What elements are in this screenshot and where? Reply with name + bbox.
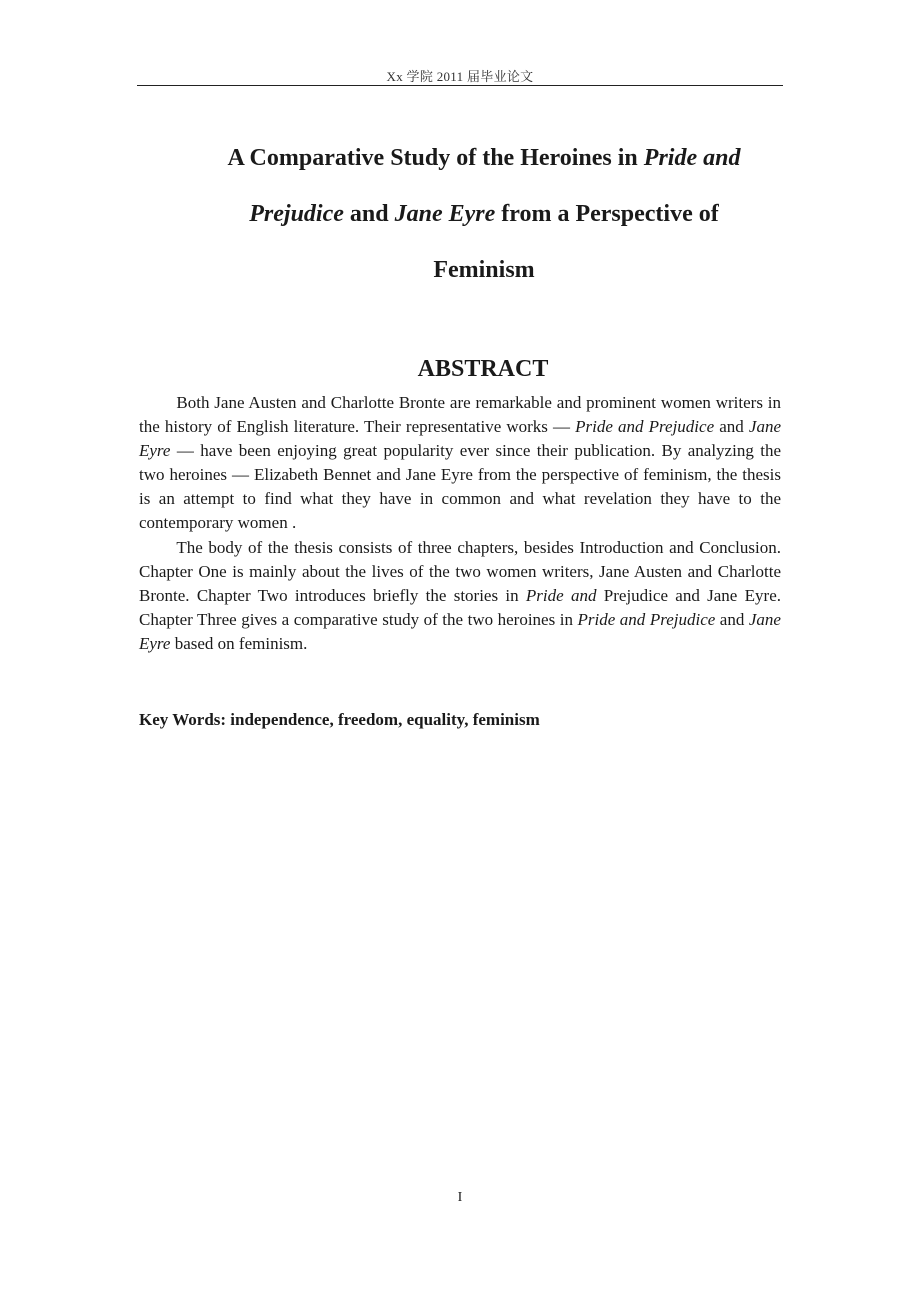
thesis-title: [200, 130, 768, 298]
title-line-3: Feminism: [433, 257, 535, 283]
page-number: I: [457, 1190, 463, 1205]
title-line-2-italic-1: Prejudice: [249, 201, 344, 227]
title-line-1-italic: Pride and: [643, 145, 741, 171]
p2-text-3: and: [715, 609, 749, 629]
p1-italic-1: Pride and Prejudice: [575, 417, 715, 437]
title-line-2-mid: and: [343, 201, 395, 227]
title-line-2-italic-2: Jane Eyre: [394, 201, 496, 227]
key-words: Key Words: independence, freedom, equality, feminism: [139, 710, 540, 729]
p2-italic-1: Pride and: [525, 585, 597, 605]
title-line-1: [200, 130, 768, 186]
running-header: Xx 学院 2011 届毕业论文: [386, 69, 534, 84]
p2-text-2: Prejudice and Jane Eyre. Chapter Three gives a comparative study of the two heroines in: [139, 585, 781, 629]
p1-text-2: and: [714, 417, 749, 437]
p2-text-1: The body of the thesis consists of three chapters, besides Introduction and Conclusion. Chapter One is mainly about the lives of the two women writers, Jane Austen and Charlotte Bronte. Chapter Two introduces briefly the stories in: [139, 537, 781, 605]
abstract-paragraph-1: [139, 391, 781, 536]
p2-italic-2: Pride and Prejudice: [577, 609, 716, 629]
p2-text-4: based on feminism.: [170, 633, 308, 653]
abstract-paragraph-2: [139, 536, 781, 656]
title-line-2: [200, 186, 768, 242]
p1-text-3: — have been enjoying great popularity ever since their publication. By analyzing the two heroines — Elizabeth Bennet and Jane Eyre from the perspective of feminism, the thesis is an attempt to find what they have in common and what revelation they have to the contemporary women .: [139, 441, 781, 533]
p1-text-1: Both Jane Austen and Charlotte Bronte are remarkable and prominent women writers in the history of English literature. Their representative works —: [139, 393, 781, 437]
p2-italic-3: Jane Eyre: [139, 609, 781, 653]
title-line-2-post: from a Perspective of: [495, 201, 719, 227]
title-line-1-text: A Comparative Study of the Heroines in: [227, 145, 644, 171]
p1-italic-2: Jane Eyre: [139, 417, 781, 461]
abstract-body: [139, 391, 781, 656]
abstract-heading: ABSTRACT: [417, 356, 549, 382]
header-rule: [137, 85, 783, 86]
